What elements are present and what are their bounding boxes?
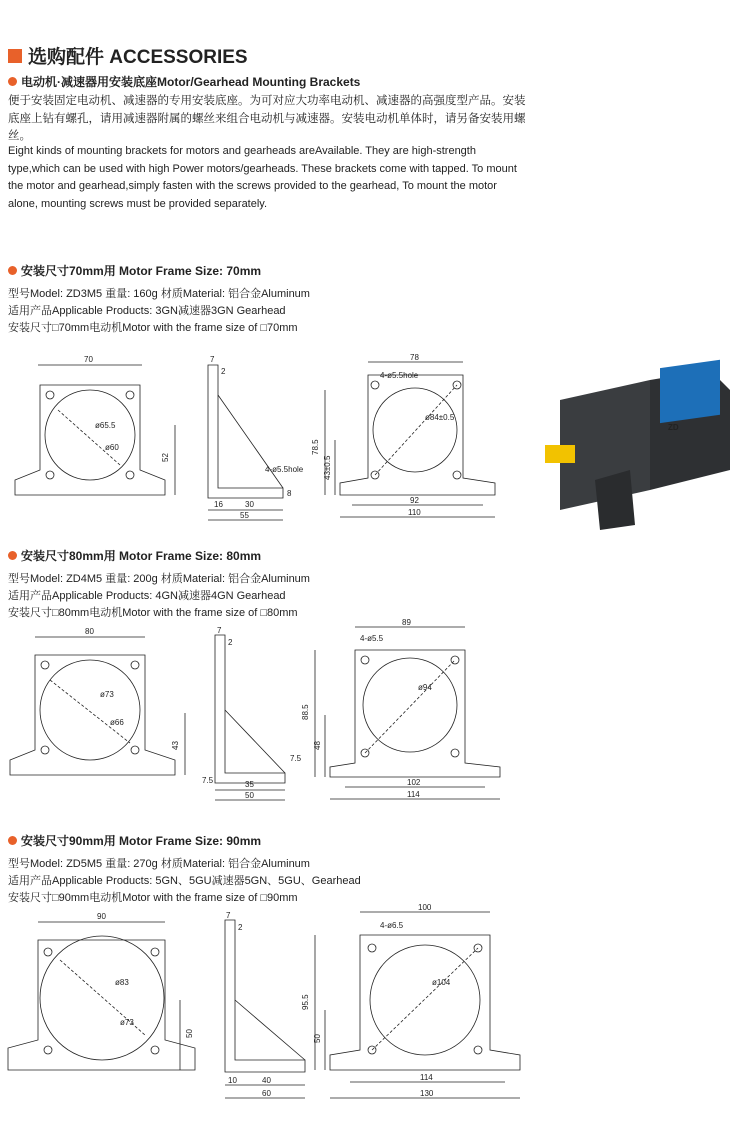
intro-cn: 便于安装固定电动机、减速器的专用安装底座。为可对应大功率电动机、减速器的高强度型产品。安装底座上钻有螺孔，请用减速器附属的螺丝来组合电动机与减速器。安装电动机单体时，请另备安装用螺丝。 [8, 95, 526, 142]
svg-text:114: 114 [420, 1073, 433, 1082]
drawing-70 [0, 350, 530, 525]
section-70-heading: 安装尺寸70mm用 Motor Frame Size: 70mm [8, 262, 261, 279]
svg-text:7: 7 [226, 911, 231, 920]
svg-text:4-ø5.5hole: 4-ø5.5hole [380, 371, 419, 380]
bullet-dot-icon [8, 266, 17, 275]
svg-text:2: 2 [228, 638, 233, 647]
svg-text:50: 50 [313, 1034, 322, 1043]
intro-en: Eight kinds of mounting brackets for motors and gearheads areAvailable. They are high-strength type,which can be used with high Power motors/gearheads. These brackets come with tapped. To mount the motor and gearhead,simply fasten with the screws provided to the gearhead, To mount the motor alone, mounting screws must be provided separately. [8, 145, 517, 210]
svg-text:80: 80 [85, 627, 94, 636]
svg-text:7: 7 [217, 626, 222, 635]
front-view-90 [8, 912, 195, 1070]
side-view-80 [202, 626, 302, 800]
svg-text:95.5: 95.5 [301, 994, 310, 1010]
svg-text:30: 30 [245, 500, 254, 509]
svg-text:78: 78 [410, 353, 419, 362]
svg-text:ø94: ø94 [418, 683, 432, 692]
front-view-80 [10, 627, 185, 775]
section-70-specs: 型号Model: ZD3M5 重量: 160g 材质Material: 铝合金Aluminum 适用产品Applicable Products: 3GN减速器3GN Gearhead 安装尺寸□70mm电动机Motor with the frame size of □70mm [8, 288, 310, 334]
svg-text:16: 16 [214, 500, 223, 509]
svg-text:ø66: ø66 [110, 718, 124, 727]
svg-text:ø73: ø73 [120, 1018, 134, 1027]
bullet-dot-icon [8, 836, 17, 845]
svg-text:88.5: 88.5 [301, 704, 310, 720]
svg-text:70: 70 [84, 355, 93, 364]
section-90-heading: 安装尺寸90mm用 Motor Frame Size: 90mm [8, 832, 261, 849]
svg-text:110: 110 [408, 508, 421, 517]
svg-text:43±0.5: 43±0.5 [323, 455, 332, 480]
top-view-70 [311, 353, 495, 517]
section-90-specs: 型号Model: ZD5M5 重量: 270g 材质Material: 铝合金Aluminum 适用产品Applicable Products: 5GN、5GU减速器5GN、5GU、Gearhead 安装尺寸□90mm电动机Motor with the frame size of □90mm [8, 858, 361, 904]
top-view-80 [301, 618, 500, 799]
svg-text:ø83: ø83 [115, 978, 129, 987]
section-80-specs: 型号Model: ZD4M5 重量: 200g 材质Material: 铝合金Aluminum 适用产品Applicable Products: 4GN减速器4GN Gearhead 安装尺寸□80mm电动机Motor with the frame size of □80mm [8, 573, 310, 619]
svg-text:ø73: ø73 [100, 690, 114, 699]
top-view-90 [301, 903, 520, 1098]
bullet-dot-icon [8, 551, 17, 560]
svg-text:50: 50 [245, 791, 254, 800]
page-title: 选购配件 ACCESSORIES [8, 42, 248, 69]
svg-text:ø60: ø60 [105, 443, 119, 452]
svg-text:2: 2 [221, 367, 226, 376]
svg-text:90: 90 [97, 912, 106, 921]
svg-text:ø104: ø104 [432, 978, 451, 987]
front-view-70 [15, 355, 175, 495]
drawing-80 [0, 618, 530, 810]
svg-text:89: 89 [402, 618, 411, 627]
svg-text:7.5: 7.5 [202, 776, 214, 785]
svg-text:102: 102 [407, 778, 421, 787]
svg-text:10: 10 [228, 1076, 237, 1085]
svg-text:48: 48 [313, 741, 322, 750]
side-view-70 [208, 355, 304, 520]
section-80-heading: 安装尺寸80mm用 Motor Frame Size: 80mm [8, 547, 261, 564]
svg-text:4-ø5.5hole: 4-ø5.5hole [265, 465, 304, 474]
intro-heading: 电动机·减速器用安装底座Motor/Gearhead Mounting Brackets [8, 73, 360, 90]
bullet-dot-icon [8, 77, 17, 86]
svg-text:50: 50 [185, 1029, 194, 1038]
title-square-icon [8, 49, 22, 63]
svg-text:4-ø5.5: 4-ø5.5 [360, 634, 384, 643]
motor-gearhead-image [540, 360, 740, 540]
svg-text:92: 92 [410, 496, 419, 505]
svg-text:52: 52 [161, 453, 170, 462]
svg-text:35: 35 [245, 780, 254, 789]
svg-text:2: 2 [238, 923, 243, 932]
svg-text:7: 7 [210, 355, 215, 364]
svg-text:55: 55 [240, 511, 249, 520]
svg-text:43: 43 [171, 741, 180, 750]
side-view-90 [225, 911, 305, 1098]
svg-text:114: 114 [407, 790, 420, 799]
svg-text:7.5: 7.5 [290, 754, 302, 763]
motor-brand-label: ZD [668, 423, 679, 432]
drawing-90 [0, 903, 530, 1120]
svg-text:78.5: 78.5 [311, 439, 320, 455]
svg-text:100: 100 [418, 903, 432, 912]
svg-text:60: 60 [262, 1089, 271, 1098]
svg-text:ø84±0.5: ø84±0.5 [425, 413, 455, 422]
svg-text:130: 130 [420, 1089, 434, 1098]
svg-text:ø65.5: ø65.5 [95, 421, 116, 430]
svg-text:4-ø6.5: 4-ø6.5 [380, 921, 404, 930]
svg-text:8: 8 [287, 489, 292, 498]
svg-text:40: 40 [262, 1076, 271, 1085]
